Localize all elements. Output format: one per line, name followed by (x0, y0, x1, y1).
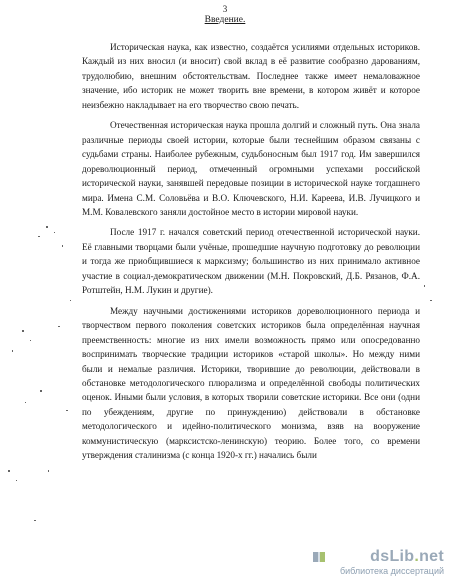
paragraph-1: Историческая наука, как известно, создаётся усилиями отдельных историков. Каждый из них вносил (и вносит) свой вклад в её развитие сообразно дарованиям, трудолюбию, внешним обстоятельствам. Последнее также имеет немаловажное значение, ибо историк не может творить вне времени, в котором живёт и которое неизбежно накладывает на его творчество свою печать. (82, 42, 420, 110)
logo-tld: net (419, 548, 444, 565)
section-heading: Введение. (204, 15, 246, 25)
paragraph-2: Отечественная историческая наука прошла долгий и сложный путь. Она знала различные периоды своей истории, которые были теснейшим образом связаны с судьбами страны. Наиболее рубежным, судьбоносным был 1917 год. Им завершился дореволюционный период, отмеченный огромными успехами российской исторической науки, занявшей передовые позиции в исторической науке тогдашнего мира. Имена С.М. Соловьёва и В.О. Ключевского, Н.И. Кареева, И.В. Лучицкого и М.М. Ковалевского заняли достойное место в истории мировой науки. (82, 120, 420, 217)
logo-dot: . (414, 548, 420, 565)
body-text (82, 40, 420, 463)
page-number: 3 (222, 4, 228, 14)
book-icon (312, 550, 326, 564)
logo-main: dsLib (370, 548, 415, 565)
paragraph-3: После 1917 г. начался советский период отечественной исторической науки. Её главными творцами были учёные, прошедшие научную подготовку до революции и тогда же приобщившиеся к марксизму; большинство из них принимало активное участие в социал-демократическом движении (М.Н. Покровский, Д.Б. Рязанов, Ф.А. Ротштейн, Н.М. Лукин и другие). (82, 227, 420, 296)
watermark-logo (370, 548, 444, 566)
site-watermark (294, 548, 444, 578)
watermark-subtitle: библиотека диссертаций (339, 566, 444, 576)
paragraph-4: Между научными достижениями историков дореволюционного периода и творчеством первого поколения советских историков была определённая научная преемственность: многие из них имели возможность прямо или опосредованно воспринимать творческие традиции историков «старой школы». Но между ними были и немалые различия. Историки, творившие до революции, действовали в обстановке методологического плюрализма и определённой свободы политических оценок. Иными были условия, в которых творили советские историки. Все они (одни по убеждениям, другие по принуждению) действовали в обстановке методологического и идейно-политического монизма, взяв на вооружение коммунистическую (марксистско-ленинскую) теорию. Более того, со времени утверждения сталинизма (с конца 1920-х гг.) начались были (82, 305, 420, 461)
